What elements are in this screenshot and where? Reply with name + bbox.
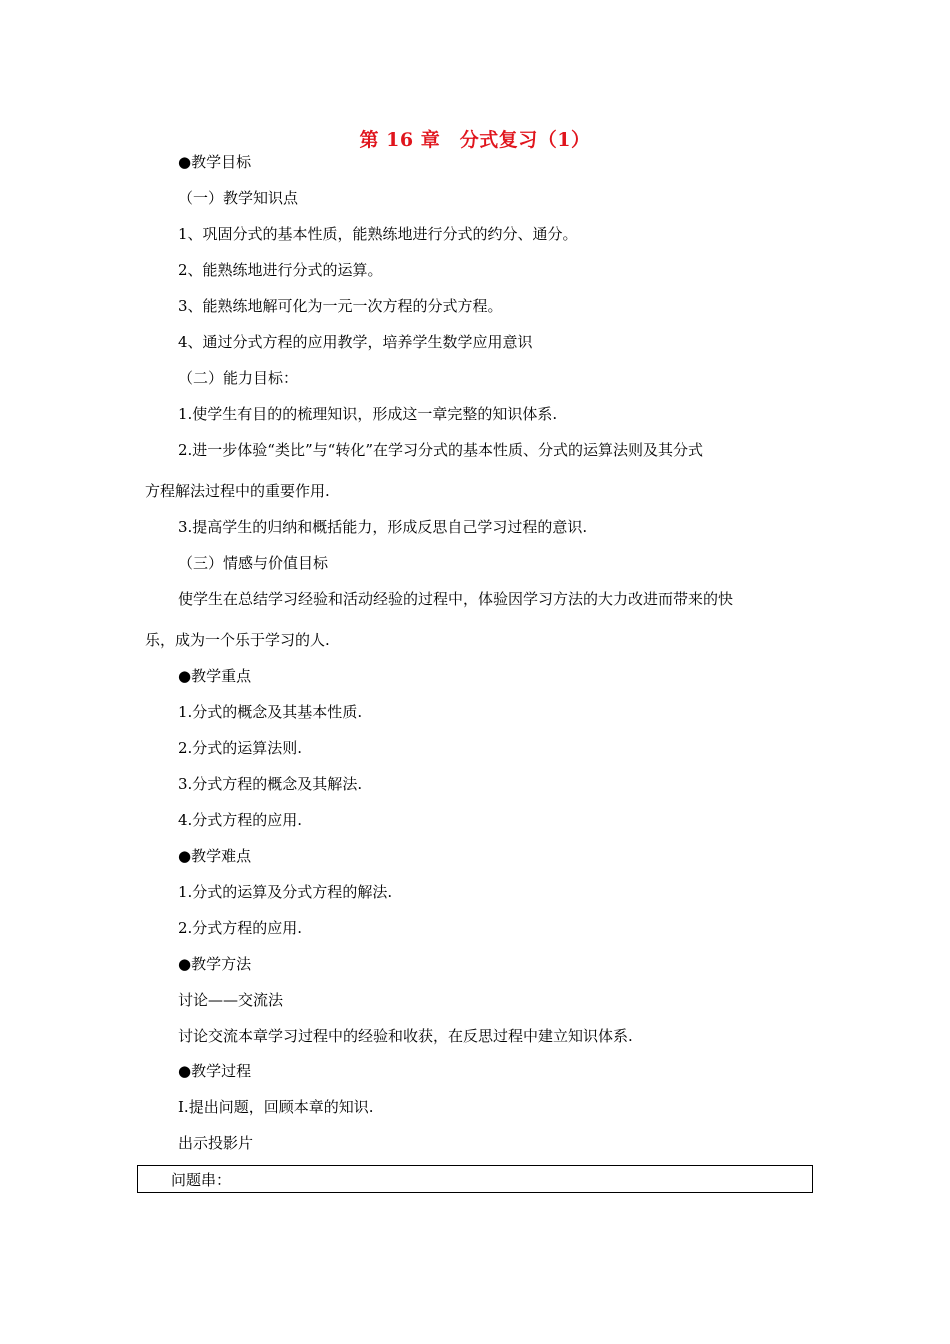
knowledge-item: 1、巩固分式的基本性质，能熟练地进行分式的约分、通分。 — [178, 225, 578, 243]
key-point-item: 2.分式的运算法则. — [178, 739, 303, 757]
difficulty-item: 1.分式的运算及分式方程的解法. — [178, 883, 393, 901]
ability-item: 2.进一步体验“类比”与“转化”在学习分式的基本性质、分式的运算法则及其分式 — [178, 441, 703, 459]
question-series-box — [137, 1165, 813, 1193]
knowledge-item: 3、能熟练地解可化为一元一次方程的分式方程。 — [178, 297, 503, 315]
method-line: 讨论交流本章学习过程中的经验和收获，在反思过程中建立知识体系. — [178, 1027, 633, 1045]
emotion-heading: （三）情感与价值目标 — [178, 554, 329, 572]
key-point-item: 4.分式方程的应用. — [178, 811, 303, 829]
ability-heading: （二）能力目标： — [178, 369, 299, 387]
ability-item-continuation: 方程解法过程中的重要作用. — [145, 482, 330, 500]
difficulty-item: 2.分式方程的应用. — [178, 919, 303, 937]
ability-item: 3.提高学生的归纳和概括能力，形成反思自己学习过程的意识. — [178, 518, 588, 536]
emotion-line: 使学生在总结学习经验和活动经验的过程中，体验因学习方法的大力改进而带来的快 — [178, 590, 734, 608]
process-line: 出示投影片 — [178, 1134, 254, 1152]
knowledge-item: 4、通过分式方程的应用教学，培养学生数学应用意识 — [178, 333, 533, 351]
teaching-goal-heading: ●教学目标 — [178, 153, 252, 171]
process-line: Ⅰ.提出问题，回顾本章的知识. — [178, 1098, 374, 1116]
key-point-item: 1.分式的概念及其基本性质. — [178, 703, 363, 721]
process-heading: ●教学过程 — [178, 1062, 252, 1080]
method-line: 讨论——交流法 — [178, 991, 284, 1009]
key-points-heading: ●教学重点 — [178, 667, 252, 685]
emotion-line-continuation: 乐，成为一个乐于学习的人. — [145, 631, 330, 649]
question-series-label: 问题串： — [171, 1171, 232, 1189]
key-point-item: 3.分式方程的概念及其解法. — [178, 775, 363, 793]
knowledge-item: 2、能熟练地进行分式的运算。 — [178, 261, 383, 279]
method-heading: ●教学方法 — [178, 955, 252, 973]
difficulty-heading: ●教学难点 — [178, 847, 252, 865]
knowledge-heading: （一）教学知识点 — [178, 189, 299, 207]
page-title: 第 16 章 分式复习（1） — [359, 129, 591, 151]
ability-item: 1.使学生有目的的梳理知识，形成这一章完整的知识体系. — [178, 405, 558, 423]
